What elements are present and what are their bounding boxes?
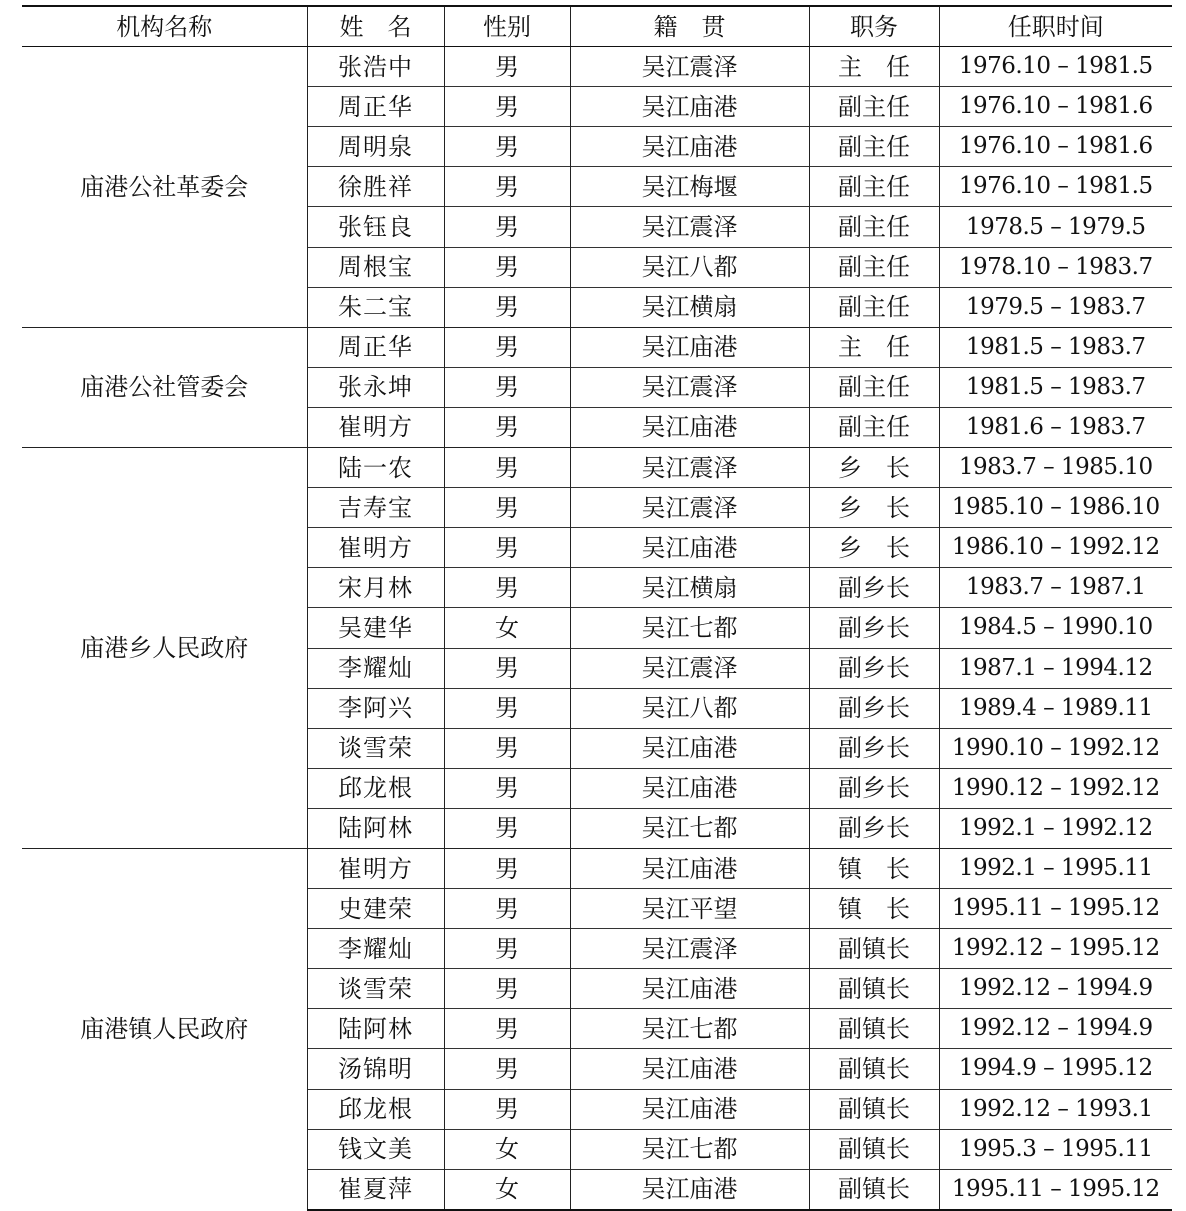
officials-table: [22, 5, 1172, 1211]
post-cell: 副乡长: [809, 768, 939, 808]
name-cell: 张钰良: [307, 207, 444, 247]
gender-cell: 男: [444, 87, 570, 127]
term-cell: 1985.10 – 1986.10: [939, 488, 1172, 528]
name-cell: 张永坤: [307, 367, 444, 407]
gender-cell: 男: [444, 969, 570, 1009]
origin-cell: 吴江庙港: [570, 127, 809, 167]
table-row: [22, 47, 1172, 87]
name-cell: 崔明方: [307, 528, 444, 568]
term-cell: 1990.10 – 1992.12: [939, 728, 1172, 768]
name-cell: 周明泉: [307, 127, 444, 167]
term-cell: 1987.1 – 1994.12: [939, 648, 1172, 688]
header-org: 机构名称: [22, 6, 307, 47]
name-cell: 崔夏萍: [307, 1169, 444, 1210]
term-cell: 1981.6 – 1983.7: [939, 407, 1172, 447]
term-cell: 1992.1 – 1995.11: [939, 848, 1172, 888]
header-row: [22, 6, 1172, 47]
table-row: [22, 848, 1172, 888]
term-cell: 1986.10 – 1992.12: [939, 528, 1172, 568]
term-cell: 1981.5 – 1983.7: [939, 327, 1172, 367]
name-cell: 李阿兴: [307, 688, 444, 728]
name-cell: 陆阿林: [307, 808, 444, 848]
term-cell: 1995.11 – 1995.12: [939, 889, 1172, 929]
origin-cell: 吴江庙港: [570, 327, 809, 367]
term-cell: 1976.10 – 1981.6: [939, 87, 1172, 127]
post-cell: 副主任: [809, 247, 939, 287]
origin-cell: 吴江庙港: [570, 407, 809, 447]
name-cell: 邱龙根: [307, 768, 444, 808]
post-cell: 副乡长: [809, 568, 939, 608]
term-cell: 1992.12 – 1994.9: [939, 969, 1172, 1009]
post-cell: 乡 长: [809, 528, 939, 568]
post-cell: 副主任: [809, 87, 939, 127]
name-cell: 徐胜祥: [307, 167, 444, 207]
origin-cell: 吴江横扇: [570, 568, 809, 608]
gender-cell: 女: [444, 1129, 570, 1169]
origin-cell: 吴江七都: [570, 1009, 809, 1049]
post-cell: 副乡长: [809, 808, 939, 848]
post-cell: 副乡长: [809, 728, 939, 768]
origin-cell: 吴江震泽: [570, 929, 809, 969]
name-cell: 邱龙根: [307, 1089, 444, 1129]
post-cell: 副镇长: [809, 1169, 939, 1210]
name-cell: 陆一农: [307, 448, 444, 488]
post-cell: 镇 长: [809, 889, 939, 929]
origin-cell: 吴江庙港: [570, 969, 809, 1009]
gender-cell: 男: [444, 287, 570, 327]
origin-cell: 吴江庙港: [570, 1049, 809, 1089]
term-cell: 1981.5 – 1983.7: [939, 367, 1172, 407]
origin-cell: 吴江八都: [570, 247, 809, 287]
org-name-cell: 庙港镇人民政府: [22, 848, 307, 1209]
origin-cell: 吴江梅堰: [570, 167, 809, 207]
gender-cell: 男: [444, 568, 570, 608]
gender-cell: 男: [444, 167, 570, 207]
term-cell: 1992.12 – 1995.12: [939, 929, 1172, 969]
gender-cell: 男: [444, 367, 570, 407]
name-cell: 钱文美: [307, 1129, 444, 1169]
gender-cell: 男: [444, 47, 570, 87]
gender-cell: 男: [444, 688, 570, 728]
term-cell: 1976.10 – 1981.6: [939, 127, 1172, 167]
post-cell: 副主任: [809, 127, 939, 167]
gender-cell: 女: [444, 1169, 570, 1210]
origin-cell: 吴江震泽: [570, 207, 809, 247]
post-cell: 乡 长: [809, 448, 939, 488]
term-cell: 1983.7 – 1985.10: [939, 448, 1172, 488]
gender-cell: 男: [444, 848, 570, 888]
origin-cell: 吴江七都: [570, 608, 809, 648]
post-cell: 副镇长: [809, 1049, 939, 1089]
gender-cell: 男: [444, 889, 570, 929]
term-cell: 1979.5 – 1983.7: [939, 287, 1172, 327]
origin-cell: 吴江震泽: [570, 448, 809, 488]
origin-cell: 吴江震泽: [570, 488, 809, 528]
post-cell: 副乡长: [809, 608, 939, 648]
name-cell: 李耀灿: [307, 929, 444, 969]
gender-cell: 男: [444, 488, 570, 528]
post-cell: 副主任: [809, 367, 939, 407]
gender-cell: 男: [444, 327, 570, 367]
name-cell: 李耀灿: [307, 648, 444, 688]
origin-cell: 吴江庙港: [570, 528, 809, 568]
post-cell: 主 任: [809, 327, 939, 367]
post-cell: 副主任: [809, 167, 939, 207]
post-cell: 主 任: [809, 47, 939, 87]
term-cell: 1994.9 – 1995.12: [939, 1049, 1172, 1089]
origin-cell: 吴江八都: [570, 688, 809, 728]
org-name-cell: 庙港公社管委会: [22, 327, 307, 447]
term-cell: 1978.10 – 1983.7: [939, 247, 1172, 287]
gender-cell: 男: [444, 929, 570, 969]
origin-cell: 吴江庙港: [570, 1089, 809, 1129]
term-cell: 1989.4 – 1989.11: [939, 688, 1172, 728]
term-cell: 1995.3 – 1995.11: [939, 1129, 1172, 1169]
name-cell: 张浩中: [307, 47, 444, 87]
origin-cell: 吴江庙港: [570, 87, 809, 127]
name-cell: 吴建华: [307, 608, 444, 648]
name-cell: 谈雪荣: [307, 969, 444, 1009]
term-cell: 1983.7 – 1987.1: [939, 568, 1172, 608]
post-cell: 副乡长: [809, 648, 939, 688]
gender-cell: 女: [444, 608, 570, 648]
name-cell: 汤锦明: [307, 1049, 444, 1089]
post-cell: 副镇长: [809, 1009, 939, 1049]
origin-cell: 吴江庙港: [570, 1169, 809, 1210]
term-cell: 1976.10 – 1981.5: [939, 47, 1172, 87]
gender-cell: 男: [444, 407, 570, 447]
gender-cell: 男: [444, 1089, 570, 1129]
post-cell: 副主任: [809, 287, 939, 327]
post-cell: 乡 长: [809, 488, 939, 528]
gender-cell: 男: [444, 127, 570, 167]
name-cell: 史建荣: [307, 889, 444, 929]
term-cell: 1976.10 – 1981.5: [939, 167, 1172, 207]
org-name-cell: 庙港公社革委会: [80, 172, 249, 201]
name-cell: 吉寿宝: [307, 488, 444, 528]
origin-cell: 吴江震泽: [570, 47, 809, 87]
post-cell: 副镇长: [809, 1089, 939, 1129]
name-cell: 周正华: [307, 87, 444, 127]
header-gender: 性别: [444, 6, 570, 47]
term-cell: 1995.11 – 1995.12: [939, 1169, 1172, 1210]
post-cell: 副镇长: [809, 969, 939, 1009]
header-origin: 籍 贯: [570, 6, 809, 47]
origin-cell: 吴江七都: [570, 1129, 809, 1169]
term-cell: 1984.5 – 1990.10: [939, 608, 1172, 648]
gender-cell: 男: [444, 448, 570, 488]
origin-cell: 吴江震泽: [570, 367, 809, 407]
post-cell: 副乡长: [809, 688, 939, 728]
table-row: [22, 448, 1172, 488]
origin-cell: 吴江横扇: [570, 287, 809, 327]
name-cell: 周根宝: [307, 247, 444, 287]
post-cell: 副镇长: [809, 929, 939, 969]
gender-cell: 男: [444, 1049, 570, 1089]
header-name: 姓 名: [307, 6, 444, 47]
name-cell: 崔明方: [307, 848, 444, 888]
header-term: 任职时间: [939, 6, 1172, 47]
table-body: [22, 47, 1172, 1210]
header-post: 职务: [809, 6, 939, 47]
term-cell: 1992.12 – 1993.1: [939, 1089, 1172, 1129]
origin-cell: 吴江震泽: [570, 648, 809, 688]
name-cell: 谈雪荣: [307, 728, 444, 768]
post-cell: 副主任: [809, 407, 939, 447]
name-cell: 朱二宝: [307, 287, 444, 327]
term-cell: 1990.12 – 1992.12: [939, 768, 1172, 808]
name-cell: 周正华: [307, 327, 444, 367]
term-cell: 1992.12 – 1994.9: [939, 1009, 1172, 1049]
gender-cell: 男: [444, 207, 570, 247]
gender-cell: 男: [444, 648, 570, 688]
origin-cell: 吴江平望: [570, 889, 809, 929]
table-header: [22, 6, 1172, 47]
gender-cell: 男: [444, 528, 570, 568]
name-cell: 宋月林: [307, 568, 444, 608]
origin-cell: 吴江七都: [570, 808, 809, 848]
term-cell: 1978.5 – 1979.5: [939, 207, 1172, 247]
org-name-cell: 庙港乡人民政府: [22, 448, 307, 849]
post-cell: 副主任: [809, 207, 939, 247]
origin-cell: 吴江庙港: [570, 728, 809, 768]
post-cell: 副镇长: [809, 1129, 939, 1169]
gender-cell: 男: [444, 1009, 570, 1049]
name-cell: 崔明方: [307, 407, 444, 447]
gender-cell: 男: [444, 247, 570, 287]
origin-cell: 吴江庙港: [570, 768, 809, 808]
gender-cell: 男: [444, 808, 570, 848]
name-cell: 陆阿林: [307, 1009, 444, 1049]
origin-cell: 吴江庙港: [570, 848, 809, 888]
gender-cell: 男: [444, 768, 570, 808]
gender-cell: 男: [444, 728, 570, 768]
term-cell: 1992.1 – 1992.12: [939, 808, 1172, 848]
post-cell: 镇 长: [809, 848, 939, 888]
table-row: [22, 327, 1172, 367]
